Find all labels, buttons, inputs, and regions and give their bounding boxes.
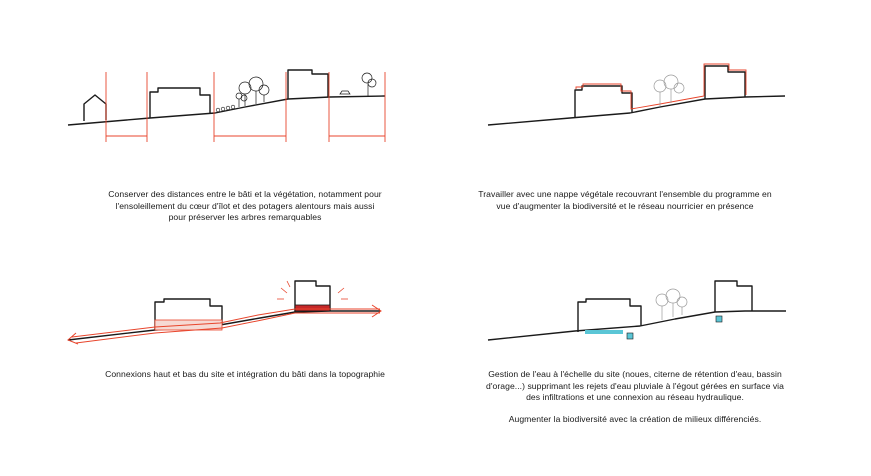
ground-line: [488, 311, 786, 340]
caption-water: [470, 369, 800, 425]
caption-paragraph: Gestion de l'eau à l'échelle du site (noues, citerne de rétention d'eau, bassin d'orage...) supprimant les rejets d'eau pluviale à l'égout gérées en surface via des infiltrations et une connexion au réseau hydraulique.: [486, 369, 784, 403]
trees-light: [656, 289, 687, 320]
retention-tank: [585, 330, 623, 334]
caption-connections: [80, 369, 410, 381]
caption-paragraph: Connexions haut et bas du site et intégration du bâti dans la topographie: [105, 369, 385, 379]
caption-paragraph: Travailler avec une nappe végétale recouvrant l'ensemble du programme en vue d'augmenter la biodiversité et le réseau nourricier en présence: [478, 189, 772, 211]
building-upper: [715, 281, 752, 312]
infiltration-well: [716, 316, 722, 322]
caption-paragraph: Conserver des distances entre le bâti et la végétation, notamment pour l'ensoleillement du cœur d'îlot et des potagers alentours mais aussi pour préserver les arbres remarquables: [108, 189, 382, 223]
caption-paragraph: Augmenter la biodiversité avec la création de milieux différenciés.: [508, 413, 762, 424]
storm-basin: [627, 333, 633, 339]
